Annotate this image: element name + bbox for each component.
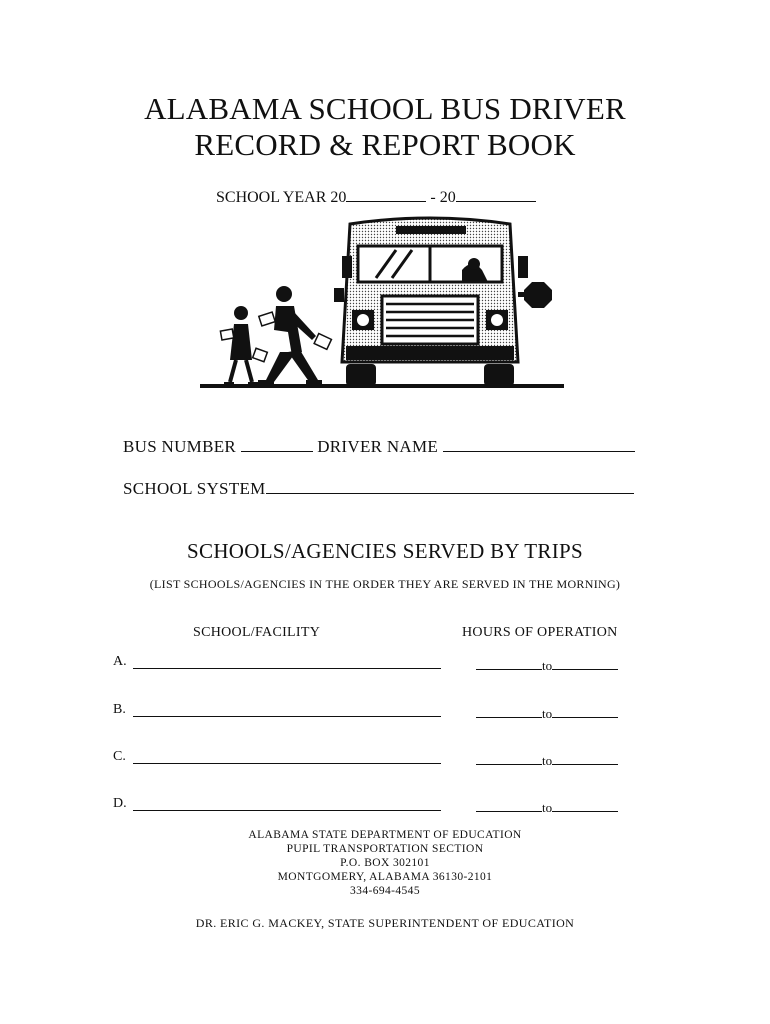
facility-field-d[interactable] xyxy=(133,810,441,811)
school-year-label: SCHOOL YEAR 20 xyxy=(216,189,347,206)
school-system-row xyxy=(123,478,634,499)
row-letter-b: B. xyxy=(113,702,126,717)
driver-name-field[interactable] xyxy=(443,436,635,452)
school-system-field[interactable] xyxy=(266,478,634,494)
bus-right-mirror xyxy=(518,256,528,278)
footer-department: ALABAMA STATE DEPARTMENT OF EDUCATION xyxy=(248,829,522,841)
schools-section-title: SCHOOLS/AGENCIES SERVED BY TRIPS xyxy=(187,539,583,563)
footer-superintendent: DR. ERIC G. MACKEY, STATE SUPERINTENDENT OF EDUCATION xyxy=(195,916,575,930)
school-year-row xyxy=(216,186,536,207)
footer-section: PUPIL TRANSPORTATION SECTION xyxy=(286,843,484,855)
row-letter-d: D. xyxy=(113,796,127,811)
bus-bumper xyxy=(346,346,514,360)
hours-start-field-d[interactable] xyxy=(476,796,542,812)
school-year-end-blank[interactable] xyxy=(456,186,536,202)
row-letter-a: A. xyxy=(113,654,127,669)
hours-end-field-c[interactable] xyxy=(552,749,618,765)
title-line-2: RECORD & REPORT BOOK xyxy=(194,127,576,162)
school-bus xyxy=(334,218,552,386)
title-line-1: ALABAMA SCHOOL BUS DRIVER xyxy=(144,91,626,126)
bus-sign xyxy=(396,226,466,234)
bus-right-wheel xyxy=(484,364,514,386)
facility-field-c[interactable] xyxy=(133,763,441,764)
facility-field-a[interactable] xyxy=(133,668,441,669)
bus-driver-row xyxy=(123,436,635,457)
facility-field-b[interactable] xyxy=(133,716,441,717)
hours-end-field-a[interactable] xyxy=(552,654,618,670)
hours-to-c: to xyxy=(542,753,553,768)
school-year-separator: - 20 xyxy=(426,189,456,206)
col-hours-of-operation: HOURS OF OPERATION xyxy=(462,625,618,640)
hours-end-field-d[interactable] xyxy=(552,796,618,812)
driver-name-label: DRIVER NAME xyxy=(317,437,439,456)
bus-number-field[interactable] xyxy=(241,436,313,452)
hours-to-d: to xyxy=(542,800,553,815)
schools-section-subtitle: (LIST SCHOOLS/AGENCIES IN THE ORDER THEY ARE SERVED IN THE MORNING) xyxy=(149,577,621,591)
school-system-label: SCHOOL SYSTEM xyxy=(123,479,266,498)
footer-city: MONTGOMERY, ALABAMA 36130-2101 xyxy=(277,871,493,883)
hours-start-field-c[interactable] xyxy=(476,749,542,765)
hours-to-a: to xyxy=(542,658,553,673)
bus-number-label: BUS NUMBER xyxy=(123,437,237,456)
hours-end-field-b[interactable] xyxy=(552,702,618,718)
school-bus-with-children-illustration xyxy=(196,212,568,392)
row-letter-c: C. xyxy=(113,749,126,764)
bus-left-wheel xyxy=(346,364,376,386)
bus-stop-sign xyxy=(524,282,552,308)
hours-row-b xyxy=(476,702,618,722)
bus-left-mirror xyxy=(342,256,352,278)
hours-row-a xyxy=(476,654,618,674)
col-school-facility: SCHOOL/FACILITY xyxy=(193,625,321,640)
hours-row-c xyxy=(476,749,618,769)
adult-figure xyxy=(258,286,331,386)
footer-phone: 334-694-4545 xyxy=(350,885,420,897)
hours-to-b: to xyxy=(542,706,553,721)
hours-start-field-b[interactable] xyxy=(476,702,542,718)
school-year-start-blank[interactable] xyxy=(346,186,426,202)
hours-row-d xyxy=(476,796,618,816)
footer-po-box: P.O. BOX 302101 xyxy=(340,857,430,869)
hours-start-field-a[interactable] xyxy=(476,654,542,670)
